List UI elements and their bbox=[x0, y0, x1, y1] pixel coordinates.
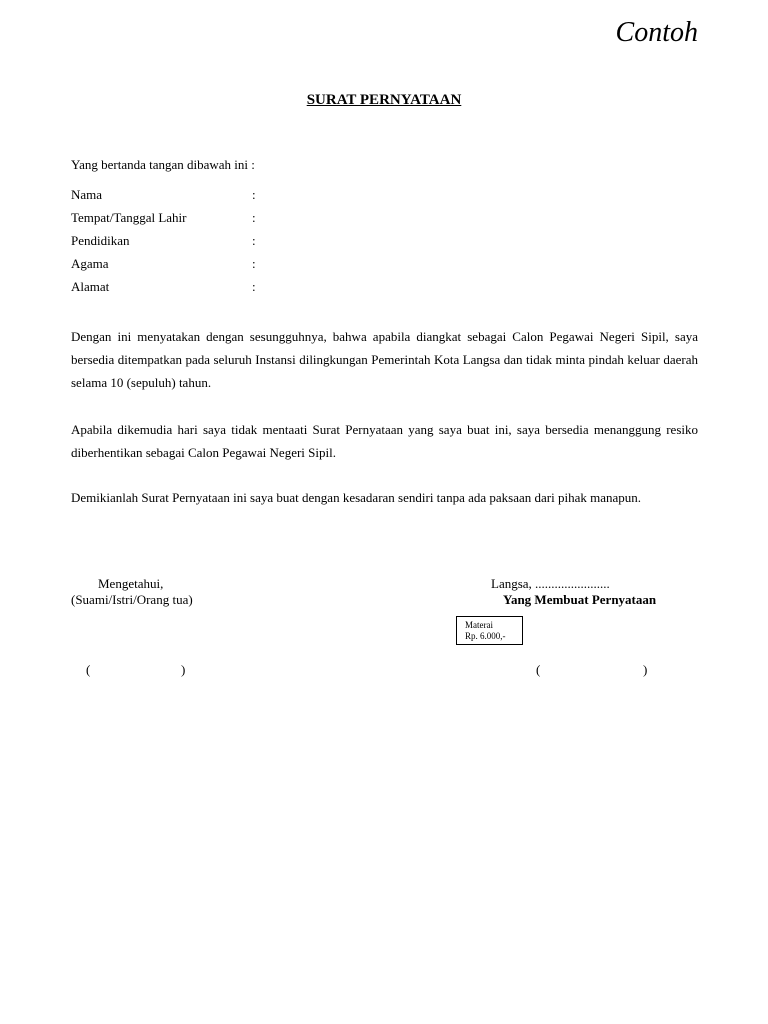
field-label: Tempat/Tanggal Lahir bbox=[71, 210, 187, 225]
field-agama bbox=[71, 255, 471, 278]
document-title-text: SURAT PERNYATAAN bbox=[306, 92, 462, 108]
field-colon: : bbox=[252, 187, 256, 202]
maker-label: Yang Membuat Pernyataan bbox=[503, 592, 657, 607]
field-nama bbox=[71, 186, 471, 209]
consequence-paragraph: Apabila dikemudia hari saya tidak mentaati Surat Pernyataan yang saya buat ini, saya bersedia menanggung resiko diberhentikan sebagai Calon Pegawai Negeri Sipil. bbox=[71, 422, 698, 460]
knowing-role: (Suami/Istri/Orang tua) bbox=[71, 592, 193, 607]
field-pendidikan bbox=[71, 232, 471, 255]
stamp-box bbox=[456, 616, 523, 645]
field-label: Nama bbox=[71, 187, 103, 202]
stamp-line-1: Materai bbox=[465, 620, 493, 630]
right-signature-open-paren: ( bbox=[536, 662, 541, 677]
field-colon: : bbox=[252, 233, 256, 248]
stamp-line-2: Rp. 6.000,- bbox=[465, 631, 506, 641]
field-colon: : bbox=[252, 210, 256, 225]
statement-paragraph: Dengan ini menyatakan dengan sesungguhnya, bahwa apabila diangkat sebagai Calon Pegawai Negeri Sipil, saya bersedia ditempatkan pada seluruh Instansi dilingkungan Pemerintah Kota Langsa dan tidak minta pindah keluar daerah selama 10 (sepuluh) tahun. bbox=[71, 329, 698, 390]
knowing-label: Mengetahui, bbox=[98, 576, 164, 591]
field-label: Pendidikan bbox=[71, 233, 130, 248]
field-label: Alamat bbox=[71, 279, 110, 294]
closing-paragraph: Demikianlah Surat Pernyataan ini saya buat dengan kesadaran sendiri tanpa ada paksaan dari pihak manapun. bbox=[71, 490, 641, 505]
intro-text: Yang bertanda tangan dibawah ini : bbox=[71, 157, 255, 172]
right-signature-close-paren: ) bbox=[643, 662, 648, 677]
field-label: Agama bbox=[71, 256, 109, 271]
field-tempat-tanggal-lahir bbox=[71, 209, 471, 232]
identity-fields bbox=[71, 186, 471, 301]
field-alamat bbox=[71, 278, 471, 301]
left-signature-close-paren: ) bbox=[181, 662, 186, 677]
left-signature-open-paren: ( bbox=[86, 662, 91, 677]
document-title bbox=[0, 91, 768, 109]
place-date: Langsa, ....................... bbox=[491, 576, 610, 591]
field-colon: : bbox=[252, 279, 256, 294]
field-colon: : bbox=[252, 256, 256, 271]
watermark-contoh: Contoh bbox=[615, 17, 698, 48]
